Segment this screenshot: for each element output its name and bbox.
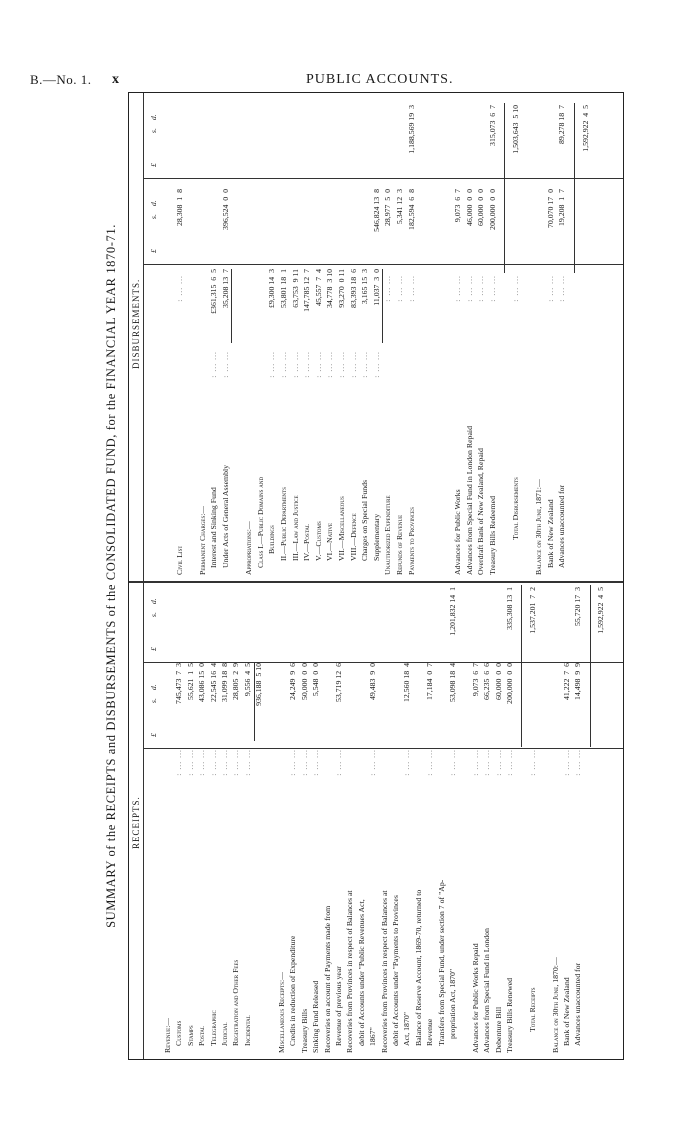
receipt-leader-dots: : ... ... (334, 749, 343, 776)
receipt-row-label: debit of Accounts under "Payments to Provinces (391, 895, 400, 1046)
receipt-amount-col-1: 43,086 15 0 (197, 663, 207, 702)
receipt-leader-dots: : ... ... (185, 749, 195, 776)
receipt-row (243, 587, 253, 1053)
receipt-amount-col-1: 49,483 9 0 (368, 663, 378, 701)
disb-leader-dots: : ... ... (209, 351, 219, 378)
receipt-row-label: Recoveries on account of Payments made from (322, 905, 332, 1053)
receipt-amount-col-2: 1,592,922 4 5 (596, 587, 606, 634)
receipt-row-label: Stamps (185, 1025, 195, 1046)
receipt-row (220, 587, 230, 1053)
receipt-row-label: Balance on 30th June, 1870:— (550, 957, 560, 1053)
disb-row-label: Bank of New Zealand (545, 499, 555, 568)
receipt-row-label: Customs (174, 1020, 184, 1046)
disb-row (349, 97, 359, 575)
disb-amount-col-0: 83,393 18 6 (348, 269, 358, 308)
disb-row-label: Interest and Sinking Fund (209, 487, 219, 568)
receipt-row (585, 587, 595, 1053)
disb-amount-col-1: 28,308 1 8 (174, 189, 184, 227)
receipt-row (459, 587, 469, 1053)
disb-row (581, 97, 591, 575)
disb-row (383, 97, 393, 575)
disb-row (267, 97, 277, 575)
receipts-col1-header: £s.d. (149, 684, 158, 737)
disb-row-label: Unauthorized Expenditure (383, 495, 393, 575)
disb-amount-col-2: 315,073 6 7 (487, 105, 497, 146)
disb-row-label: Balance on 30th June, 1871:— (534, 479, 544, 575)
receipt-row (596, 587, 606, 1053)
disb-row-label: Advances unaccounted for (557, 484, 567, 568)
receipt-row-label: Bank of New Zealand (562, 977, 571, 1046)
receipt-row (300, 587, 310, 1053)
disb-amount-col-1: 46,000 0 0 (464, 189, 474, 227)
receipt-row-label: Registration and Other Fees (231, 959, 241, 1046)
disb-row (430, 97, 440, 575)
receipt-row (562, 587, 572, 1053)
receipt-leader-dots: : ... ... (197, 749, 207, 776)
receipt-row (516, 587, 526, 1053)
disb-leader-dots: : ... ... (174, 275, 184, 302)
receipt-amount-col-2: 1,201,832 14 1 (448, 587, 457, 636)
receipt-row-label: Miscellaneous Receipts:— (277, 972, 286, 1053)
disb-leader-dots: : ... ... (290, 351, 300, 378)
disb-row (221, 97, 231, 575)
disb-leader-dots: : ... ... (348, 351, 358, 378)
summary-table (128, 92, 624, 1060)
receipt-row (448, 587, 458, 1053)
receipt-leader-dots: : ... ... (470, 749, 480, 776)
disb-row (569, 97, 579, 575)
receipt-row (277, 587, 287, 1053)
disb-col1-header: £s.d. (149, 200, 158, 253)
receipt-amount-col-1: 66,235 6 6 (482, 663, 492, 701)
receipt-row-label: Incidental (242, 1015, 252, 1046)
disb-amount-col-0: 3,165 15 3 (360, 269, 370, 305)
receipts-heading: RECEIPTS. (131, 796, 141, 849)
disb-row-label: Civil List (174, 545, 184, 575)
receipt-row (402, 587, 412, 1053)
disb-leader-dots: : ... ... (325, 351, 335, 378)
disb-amount-col-1: 200,000 0 0 (487, 189, 497, 230)
disb-row-label: Overdraft Bank of New Zealand, Repaid (476, 448, 486, 575)
receipt-row-label: 1867" (368, 1027, 378, 1046)
receipt-row (163, 587, 173, 1053)
disb-amount-col-2: 1,592,922 4 5 (580, 105, 590, 152)
receipt-row-label: Judicial (220, 1022, 229, 1046)
receipt-row-label: Act, 1870" (402, 1012, 412, 1046)
disb-row (186, 97, 196, 575)
receipt-amount-col-1: 31,099 18 8 (220, 663, 229, 702)
receipt-leader-dots: : ... ... (174, 749, 184, 776)
disb-row (453, 97, 463, 575)
disb-row-label: Under Acts of General Assembly (221, 464, 230, 568)
receipt-amount-col-1: 22,545 16 4 (208, 663, 218, 702)
receipt-row-label: propriation Act, 1870" (448, 968, 457, 1039)
disb-row (557, 97, 567, 575)
receipt-leader-dots: : ... ... (493, 749, 503, 776)
disb-row-label: IV.—Postal (302, 523, 312, 561)
disb-row-label: Class I.—Public Domains and (255, 476, 265, 568)
disb-leader-dots: : ... ... (453, 275, 462, 302)
disb-row (198, 97, 208, 575)
receipt-row (425, 587, 435, 1053)
receipt-amount-col-1: 17,184 0 7 (425, 663, 435, 701)
page-header-series: B.—No. 1. (30, 72, 92, 87)
receipt-amount-col-1: 745,473 7 3 (174, 663, 184, 704)
disb-amount-col-1: 9,073 6 7 (453, 189, 462, 223)
disb-row-label: Charges on Special Funds (360, 479, 370, 561)
receipt-amount-col-2: 335,308 13 1 (505, 587, 514, 630)
receipt-row-label: Revenue (425, 1018, 435, 1046)
disb-row (546, 97, 556, 575)
disb-amount-col-0: 34,778 3 10 (325, 269, 335, 308)
disb-row-label: Treasury Bills Redeemed (487, 496, 497, 575)
disb-amount-col-0: £361,315 6 5 (209, 269, 219, 314)
receipt-row-label: Recoveries from Provinces in respect of Balances at (379, 890, 389, 1053)
disb-row (337, 97, 347, 575)
disb-row (175, 97, 185, 575)
receipt-amount-col-1: 60,000 0 0 (493, 663, 503, 701)
receipt-row (414, 587, 424, 1053)
receipt-leader-dots: : ... ... (573, 749, 583, 776)
receipt-total-rule (590, 585, 591, 747)
disbursements-heading: DISBURSEMENTS. (131, 278, 141, 369)
disb-amount-col-1: 19,208 1 7 (557, 189, 567, 227)
receipt-row (471, 587, 481, 1053)
disb-total-rule (574, 103, 575, 273)
disb-row (488, 97, 498, 575)
receipt-row-label: Debenture Bill (493, 1006, 503, 1053)
disb-leader-dots: : ... ... (221, 351, 230, 378)
receipt-row-label: debit of Accounts under "Public Revenues Act, (356, 899, 366, 1046)
disb-leader-dots: : ... ... (371, 351, 381, 378)
receipt-row-label: Revenue:— (163, 1017, 172, 1053)
disb-row (279, 97, 289, 575)
receipt-row-label: Credits in reduction of Expenditure (288, 935, 298, 1046)
receipt-amount-col-1: 9,556 4 5 (242, 663, 252, 697)
receipt-amount-col-1: 53,098 18 4 (448, 663, 457, 702)
disb-row (209, 97, 219, 575)
heading-rule (143, 93, 144, 1059)
disb-row (256, 97, 266, 575)
disb-amount-col-2: 1,503,643 5 10 (511, 105, 520, 154)
receipt-row-label: Sinking Fund Released (311, 980, 321, 1053)
receipt-leader-dots: : ... ... (231, 749, 241, 776)
disb-amount-col-1: 28,977 5 0 (383, 189, 393, 227)
disb-leader-dots: : ... ... (487, 275, 497, 302)
receipt-row (209, 587, 219, 1053)
page-header-title: PUBLIC ACCOUNTS. (306, 72, 454, 87)
receipt-amount-col-1: 12,560 18 4 (402, 663, 412, 702)
disb-amount-col-0: 45,557 7 4 (313, 269, 323, 307)
disb-row-label: Advances from Special Fund in London Repaid (464, 426, 474, 575)
receipt-amount-col-1: 41,222 7 6 (562, 663, 571, 701)
disb-row (395, 97, 405, 575)
disb-leader-dots: : ... ... (267, 351, 277, 378)
receipt-row (368, 587, 378, 1053)
receipts-col2-header: £s.d. (149, 598, 158, 651)
disb-row (233, 97, 243, 575)
receipt-row (551, 587, 561, 1053)
disb-leader-dots: : ... ... (395, 275, 404, 302)
disb-row-label: III.—Law and Justice (290, 495, 300, 561)
disb-total-rule (504, 103, 505, 273)
receipt-row-label: Postal (197, 1025, 207, 1046)
receipt-leader-dots: : ... ... (368, 749, 378, 776)
disb-row (360, 97, 370, 575)
disb-row (476, 97, 486, 575)
disb-row (372, 97, 382, 575)
disb-row-label: Supplementary (371, 513, 381, 561)
receipt-leader-dots: : ... ... (527, 749, 537, 776)
disb-row (441, 97, 451, 575)
disb-row-label: VIII.—Defence (348, 513, 358, 561)
disb-row (523, 97, 533, 575)
disb-row (314, 97, 324, 575)
disb-amount-col-1: 396,524 0 0 (221, 189, 230, 230)
receipt-row (231, 587, 241, 1053)
receipt-row-label: Recoveries from Provinces in respect of Balances at (345, 890, 355, 1053)
disb-row (511, 97, 521, 575)
center-divider (129, 581, 623, 583)
receipt-leader-dots: : ... ... (562, 749, 571, 776)
disb-leader-dots: : ... ... (511, 275, 520, 302)
receipt-leader-dots: : ... ... (425, 749, 435, 776)
disb-row (499, 97, 509, 575)
receipt-row (174, 587, 184, 1053)
disb-row (465, 97, 475, 575)
receipt-amount-col-1: 24,249 9 6 (288, 663, 298, 701)
disb-row-label: Refunds of Revenue (395, 514, 404, 575)
disb-amount-col-1: 182,594 6 8 (406, 189, 416, 230)
receipt-row (334, 587, 344, 1053)
receipt-row-label: Treasury Bills Renewed (505, 977, 514, 1053)
disb-row (302, 97, 312, 575)
disb-row-label: VI.—Native (325, 522, 335, 561)
receipt-row (539, 587, 549, 1053)
receipt-row (528, 587, 538, 1053)
receipt-total-rule (521, 585, 522, 747)
receipt-amount-col-1: 28,805 2 9 (231, 663, 241, 701)
disb-leader-dots: : ... ... (383, 275, 393, 302)
disb-leader-dots: : ... ... (279, 351, 288, 378)
receipt-amount-col-1: 53,719 12 6 (334, 663, 343, 702)
receipt-row (186, 587, 196, 1053)
disb-row (407, 97, 417, 575)
disb-amount-col-0: 93,270 0 11 (337, 269, 346, 308)
receipt-leader-dots: : ... ... (448, 749, 457, 776)
receipt-row (482, 587, 492, 1053)
disb-row-label: VII.—Miscellaneous (337, 496, 346, 561)
receipt-row (494, 587, 504, 1053)
receipt-row (505, 587, 515, 1053)
receipt-leader-dots: : ... ... (288, 749, 298, 776)
disb-row-label: Appropriations:— (244, 521, 254, 575)
disb-row-label: II.—Public Departments (279, 487, 288, 561)
receipt-amount-col-1: 55,621 1 5 (185, 663, 195, 701)
disb-row-label: Payments to Provinces (406, 507, 416, 575)
disb-amount-col-2: 1,188,569 19 3 (406, 105, 416, 154)
receipt-amount-col-1: 50,000 0 0 (299, 663, 309, 701)
receipt-row (391, 587, 401, 1053)
receipt-amount-col-2: 55,720 17 3 (573, 587, 583, 626)
receipt-row (573, 587, 583, 1053)
disb-amount-col-0: 63,753 9 11 (290, 269, 300, 308)
receipt-amount-col-1: 936,188 5 10 (254, 663, 264, 706)
receipt-leader-dots: : ... ... (482, 749, 492, 776)
receipt-leader-dots: : ... ... (311, 749, 321, 776)
receipt-amount-col-1: 9,073 6 7 (470, 663, 480, 697)
receipt-row-label: Total Receipts (527, 987, 537, 1032)
receipt-row (437, 587, 447, 1053)
summary-title: SUMMARY of the RECEIPTS and DISBURSEMENTS of the CONSOLIDATED FUND, for the FINANCIAL YEAR 1870-71. (104, 224, 118, 928)
disb-row (163, 97, 173, 575)
disb-amount-col-1: 5,341 12 3 (395, 189, 404, 225)
rotated-table-page (104, 92, 624, 1060)
disb-row (244, 97, 254, 575)
disb-amount-col-0: £9,300 14 3 (267, 269, 277, 308)
receipt-amount-col-2: 1,537,201 7 2 (527, 587, 537, 634)
receipt-leader-dots: : ... ... (505, 749, 514, 776)
receipt-row (311, 587, 321, 1053)
receipt-leader-dots: : ... ... (299, 749, 309, 776)
receipt-row-label: Advances from Special Fund in London (482, 928, 492, 1053)
receipt-row (266, 587, 276, 1053)
disb-amount-col-2: 89,278 18 7 (557, 105, 567, 144)
receipt-row (254, 587, 264, 1053)
disb-row (534, 97, 544, 575)
receipt-row-label: Balance of Reserve Account, 1869-70, returned to (413, 889, 423, 1046)
disb-leader-dots: : ... ... (313, 351, 323, 378)
disb-amount-col-0: 53,801 18 1 (279, 269, 288, 308)
receipt-amount-col-1: 5,548 0 0 (311, 663, 321, 697)
disb-row (325, 97, 335, 575)
receipt-leader-dots: : ... ... (220, 749, 229, 776)
disb-row-label: Total Disbursements (511, 477, 520, 540)
disb-row-label: V.—Customs (313, 521, 323, 561)
receipt-amount-col-1: 14,498 9 9 (573, 663, 583, 701)
receipt-row-label: Revenue of previous year (334, 966, 343, 1046)
disb-leader-dots: : ... ... (360, 351, 370, 378)
receipt-row (288, 587, 298, 1053)
receipt-row (380, 587, 390, 1053)
disb-leader-dots: : ... ... (337, 351, 346, 378)
receipt-row-label: Telegraphic (208, 1010, 218, 1046)
disb-leader-dots: : ... ... (557, 275, 567, 302)
page-number: x (112, 72, 120, 87)
disb-leader-dots: : ... ... (302, 351, 312, 378)
disb-leader-dots: : ... ... (406, 275, 416, 302)
disb-amount-col-0: 147,785 12 7 (302, 269, 312, 312)
receipt-subtotal-rule (254, 663, 255, 741)
disb-amount-col-1: 60,000 0 0 (476, 189, 486, 227)
disb-col2-header: £s.d. (149, 114, 158, 167)
receipt-leader-dots: : ... ... (208, 749, 218, 776)
disb-amount-col-1: 70,070 17 0 (545, 189, 555, 228)
receipt-row (323, 587, 333, 1053)
receipt-leader-dots: : ... ... (402, 749, 412, 776)
receipt-row (197, 587, 207, 1053)
receipt-row (345, 587, 355, 1053)
disb-leader-dots: : ... ... (464, 275, 474, 302)
disb-amount-col-1: 546,824 13 8 (371, 189, 381, 232)
receipt-leader-dots: : ... ... (242, 749, 252, 776)
disb-leader-dots: : ... ... (476, 275, 486, 302)
disb-row-label: Advances for Public Works (453, 489, 462, 575)
disb-amount-col-0: 11,037 3 0 (371, 269, 381, 306)
receipt-row-label: Advances unaccounted for (573, 962, 583, 1046)
receipt-amount-col-1: 200,000 0 0 (505, 663, 514, 704)
receipt-row-label: Advances for Public Works Repaid (470, 943, 480, 1053)
receipt-row (357, 587, 367, 1053)
disb-row-label: Permanent Charges:— (197, 505, 207, 575)
disb-leader-dots: : ... ... (545, 275, 555, 302)
disb-amount-col-0: 35,208 13 7 (221, 269, 230, 308)
disb-row (291, 97, 301, 575)
disb-row (418, 97, 428, 575)
receipt-row-label: Treasury Bills (299, 1008, 309, 1053)
receipt-row-label: Transfers from Special Fund, under section 7 of "Ap- (436, 879, 446, 1046)
disb-row-label: Buildings (267, 525, 277, 554)
